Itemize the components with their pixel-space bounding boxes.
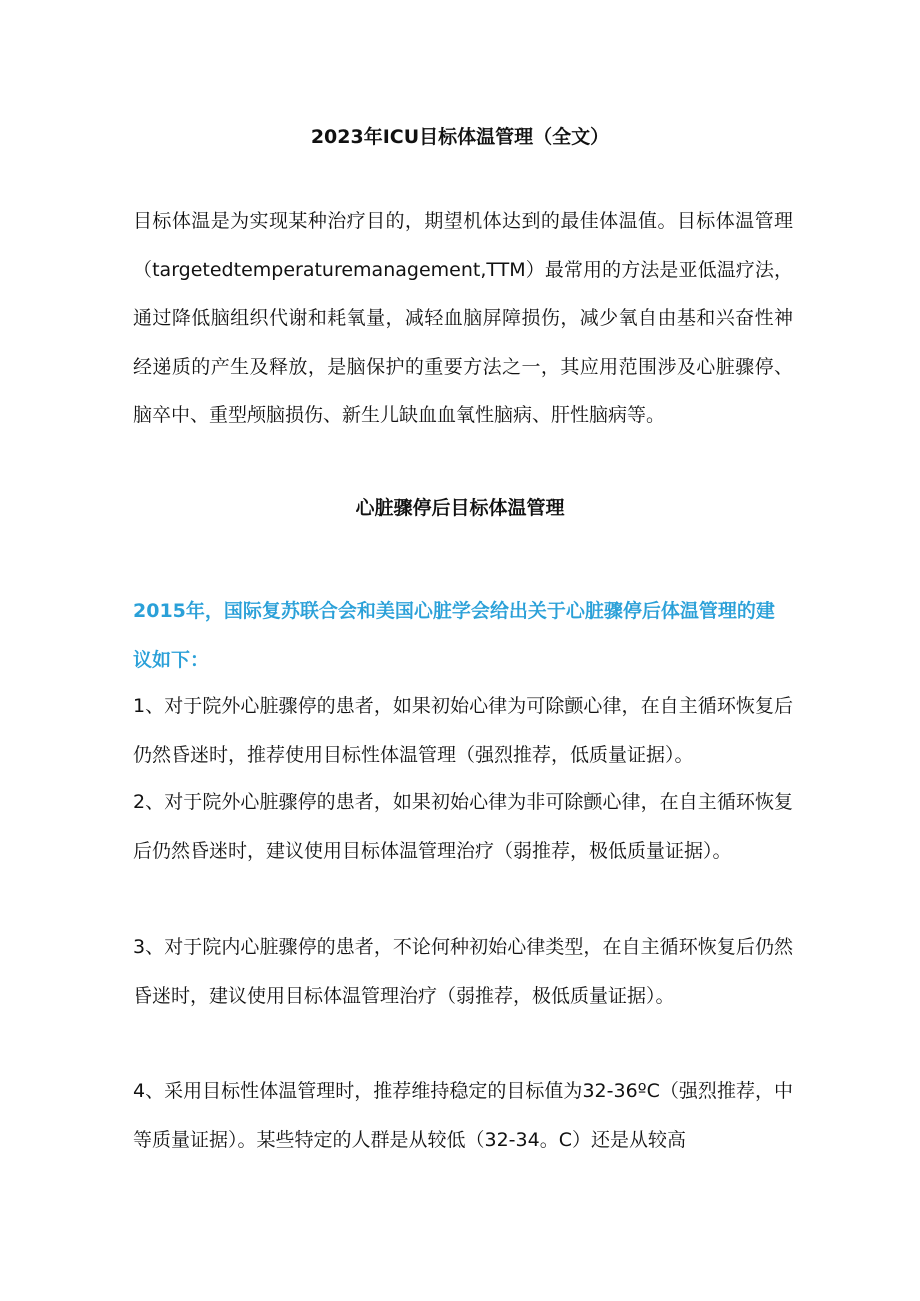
recommendations-heading: 2015年，国际复苏联合会和美国心脏学会给出关于心脏骤停后体温管理的建议如下：	[133, 600, 775, 671]
intro-paragraph: 目标体温是为实现某种治疗目的，期望机体达到的最佳体温值。目标体温管理（targetedtemperaturemanagement,TTM）最常用的方法是亚低温疗法，通过降低脑组织代谢和耗氧量，减轻血脑屏障损伤，减少氧自由基和兴奋性神经递质的产生及释放，是脑保护的重要方法之一，其应用范围涉及心脏骤停、脑卒中、重型颅脑损伤、新生儿缺血血氧性脑病、肝性脑病等。	[133, 210, 793, 426]
section-heading: 心脏骤停后目标体温管理	[355, 497, 565, 519]
recommendation-item: 4、采用目标性体温管理时，推荐维持稳定的目标值为32-36ºC（强烈推荐，中等质量证据）。某些特定的人群是从较低（32-34。C）还是从较高	[133, 1080, 793, 1151]
document-title: 2023年ICU目标体温管理（全文）	[310, 126, 610, 148]
recommendation-item: 2、对于院外心脏骤停的患者，如果初始心律为非可除颤心律，在自主循环恢复后仍然昏迷时，建议使用目标体温管理治疗（弱推荐，极低质量证据）。	[133, 791, 793, 862]
recommendation-item: 1、对于院外心脏骤停的患者，如果初始心律为可除颤心律，在自主循环恢复后仍然昏迷时，推荐使用目标性体温管理（强烈推荐，低质量证据）。	[133, 695, 793, 766]
recommendation-item: 3、对于院内心脏骤停的患者，不论何种初始心律类型，在自主循环恢复后仍然昏迷时，建议使用目标体温管理治疗（弱推荐，极低质量证据）。	[133, 936, 793, 1007]
